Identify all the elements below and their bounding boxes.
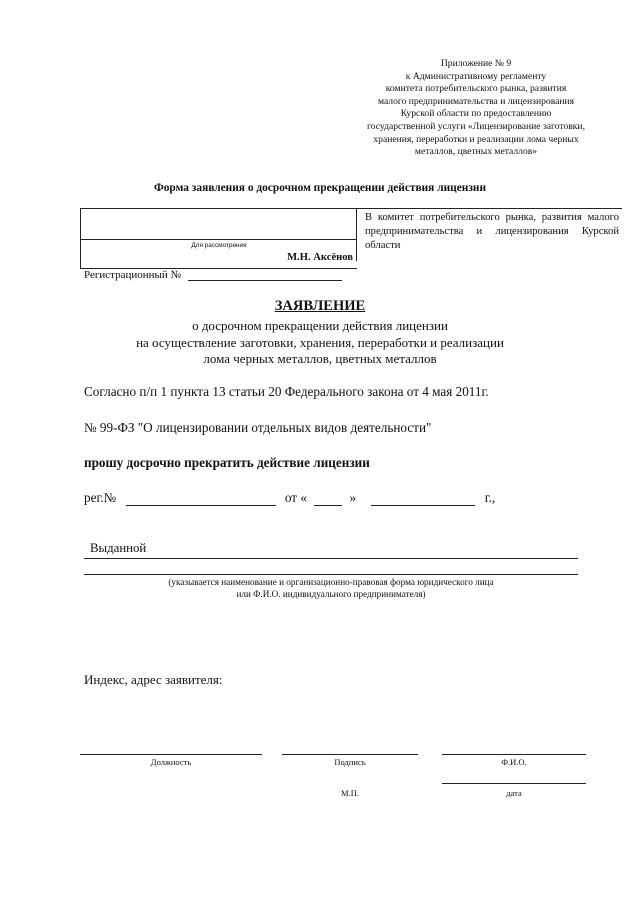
issued-hint [84,576,578,600]
review-cell [80,209,357,269]
date-close-quote: » [349,490,357,505]
signer-name: М.Н. Аксёнов [287,252,353,263]
appendix-line: государственной услуги «Лицензирование заготовки, [367,120,585,132]
license-number-field[interactable] [126,492,276,506]
document-title-text: ЗАЯВЛЕНИЕ [274,298,366,314]
addressee-committee: В комитет потребительского рынка, развития малого предпринимательства и лицензирования Курской области [365,212,619,251]
document-subtitle [0,318,640,368]
document-title [0,298,640,315]
appendix-line: малого предпринимательства и лицензирования [377,95,575,107]
appendix-line: к Административному регламенту [405,70,547,82]
registration-number [84,268,342,281]
date-from-label: от « [284,490,307,505]
license-month-field[interactable] [371,492,475,506]
subtitle-line: лома черных металлов, цветных металлов [203,351,437,366]
subtitle-line: на осуществление заготовки, хранения, переработки и реализации [136,334,504,350]
law-reference-line-2: № 99-ФЗ "О лицензировании отдельных видов деятельности" [84,420,432,435]
registration-field[interactable] [188,268,342,281]
addressee-cell [356,209,623,261]
issued-to-second-line[interactable] [84,574,578,575]
registration-label: Регистрационный № [84,269,182,281]
appendix-line: комитета потребительского рынка, развития [385,83,567,95]
full-name-caption: Ф.И.О. [501,757,527,767]
signature-field[interactable] [282,754,418,755]
position-field[interactable] [80,754,262,755]
appendix-line: Приложение № 9 [440,58,512,69]
signature-caption: Подпись [334,757,366,767]
appendix-line: металлов, цветных металлов» [414,146,538,158]
issued-label: Выданной [90,541,147,555]
license-number-prefix: рег.№ [84,490,117,505]
hint-line: (указывается наименование и организационно-правовая форма юридического лица [168,577,494,587]
year-suffix: г., [484,490,496,505]
request-line: прошу досрочно прекратить действие лицензии [84,455,370,470]
appendix-line: Курской области по предоставлению [400,108,552,120]
subtitle-line: о досрочном прекращении действия лицензии [192,318,448,333]
issued-to-field[interactable] [84,543,578,559]
form-title: Форма заявления о досрочном прекращении действия лицензии [153,182,487,194]
review-label: Для рассмотрения [191,242,247,249]
appendix-line: хранения, переработки и реализации лома черных [373,133,579,145]
applicant-address-label: Индекс, адрес заявителя: [84,672,223,687]
license-day-field[interactable] [314,492,342,506]
license-number-line [84,490,495,506]
date-caption: дата [506,788,522,798]
header-box [80,208,622,269]
law-reference-line-1: Согласно п/п 1 пункта 13 статьи 20 Федерального закона от 4 мая 2011г. [84,384,489,399]
date-field[interactable] [442,783,586,784]
review-divider [81,239,357,240]
position-caption: Должность [150,757,192,767]
stamp-caption: М.П. [341,788,359,798]
hint-line: или Ф.И.О. индивидуального предпринимателя) [236,589,426,599]
appendix-note [340,58,612,159]
full-name-field[interactable] [442,754,586,755]
